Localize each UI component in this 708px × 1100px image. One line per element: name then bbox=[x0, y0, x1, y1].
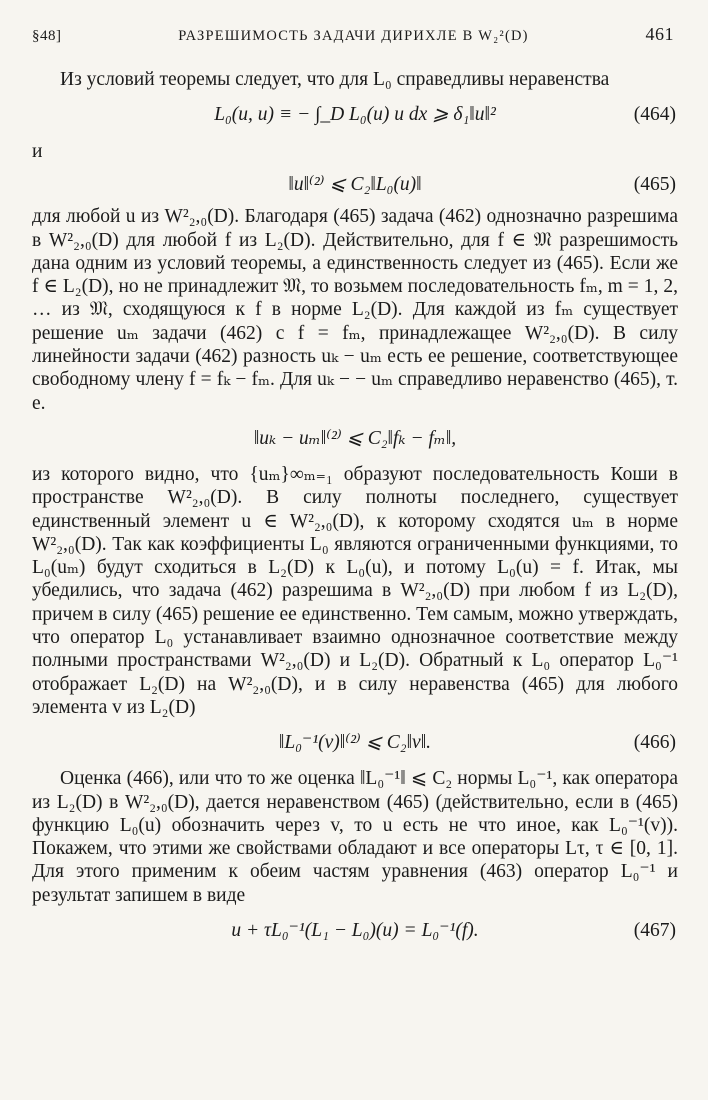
equation-number: (464) bbox=[633, 104, 676, 126]
paragraph-estimate: Оценка (466), или что то же оценка ‖L₀⁻¹‖ ⩽ C₂ нормы L₀⁻¹, как оператора из L₂(D) в W²₂,₀(D), дается неравенством (465) (действительно, если в (465) функцию L₀(u) обозначить через v, то u есть не что иное, как L₀⁻¹(v)). Покажем, что этими же свойствами обладают и все операторы Lτ, τ ∈ [0, 1]. Для этого применим к обеим частям уравнения (463) оператор L₀⁻¹ и результат запишем в виде bbox=[32, 768, 678, 906]
equation-465 bbox=[32, 165, 678, 205]
page-body bbox=[32, 68, 678, 955]
section-marker: §48] bbox=[32, 28, 62, 44]
running-title: РАЗРЕШИМОСТЬ ЗАДАЧИ ДИРИХЛЕ В W₂²(D) bbox=[178, 28, 529, 44]
equation-number: (466) bbox=[633, 732, 676, 754]
equation-467 bbox=[32, 907, 678, 955]
paragraph-solvability: для любой u из W²₂,₀(D). Благодаря (465) задача (462) однозначно разрешима в W²₂,₀(D) для любой f из L₂(D). Действительно, для f ∈ 𝔐 разрешимость дана одним из условий теоремы, а единственность следует из (465). Если же f ∈ L₂(D), но не принадлежит 𝔐, то возьмем последовательность fₘ, m = 1, 2, … из 𝔐, сходящуюся к f в норме L₂(D). Для каждой из fₘ существует решение uₘ задачи (462) с f = fₘ, принадлежащее W²₂,₀(D). В силу линейности задачи (462) разность uₖ − uₘ есть ее решение, соответствующее свободному члену f = fₖ − fₘ. Для uₖ − − uₘ справедливо неравенство (465), т. е. bbox=[32, 206, 678, 414]
equation-number: (465) bbox=[633, 174, 676, 196]
paragraph-cauchy: из которого видно, что {uₘ}∞ₘ₌₁ образуют последовательность Коши в пространстве W²₂,₀(D). В силу полноты последнего, существует единственный элемент u ∈ W²₂,₀(D), к которому сходятся uₘ в норме W²₂,₀(D). Так как коэффициенты L₀ являются ограниченными функциями, то L₀(uₘ) будут сходиться в L₂(D) к L₀(u), и потому L₀(u) = f. Итак, мы убедились, что задача (462) разрешима в W²₂,₀(D) при любом f из L₂(D), причем в силу (465) решение ее единственно. Тем самым, можно утверждать, что оператор L₀ устанавливает взаимно однозначное соответствие между полными пространствами W²₂,₀(D) и L₂(D). Обратный к L₀ оператор L₀⁻¹ отображает L₂(D) на W²₂,₀(D), и в силу неравенства (465) для любого элемента v из L₂(D) bbox=[32, 463, 678, 718]
equation-number: (467) bbox=[633, 920, 676, 942]
running-header bbox=[32, 24, 674, 50]
equation-body: ‖uₖ − uₘ‖⁽²⁾ ⩽ C₂‖fₖ − fₘ‖, bbox=[253, 427, 457, 449]
equation-464 bbox=[32, 91, 678, 139]
paragraph-intro: Из условий теоремы следует, что для L₀ справедливы неравенства bbox=[60, 69, 610, 90]
equation-body: ‖u‖⁽²⁾ ⩽ C₂‖L₀(u)‖ bbox=[288, 174, 422, 196]
equation-body: L₀(u, u) ≡ − ∫_D L₀(u) u dx ⩾ δ₁‖u‖² bbox=[214, 104, 496, 126]
equation-body: u + τL₀⁻¹(L₁ − L₀)(u) = L₀⁻¹(f). bbox=[231, 920, 479, 942]
page-number: 461 bbox=[645, 24, 674, 44]
equation-body: ‖L₀⁻¹(v)‖⁽²⁾ ⩽ C₂‖v‖. bbox=[278, 732, 432, 754]
equation-difference-estimate bbox=[32, 415, 678, 463]
conjunction-and: и bbox=[32, 141, 43, 163]
equation-466 bbox=[32, 719, 678, 767]
